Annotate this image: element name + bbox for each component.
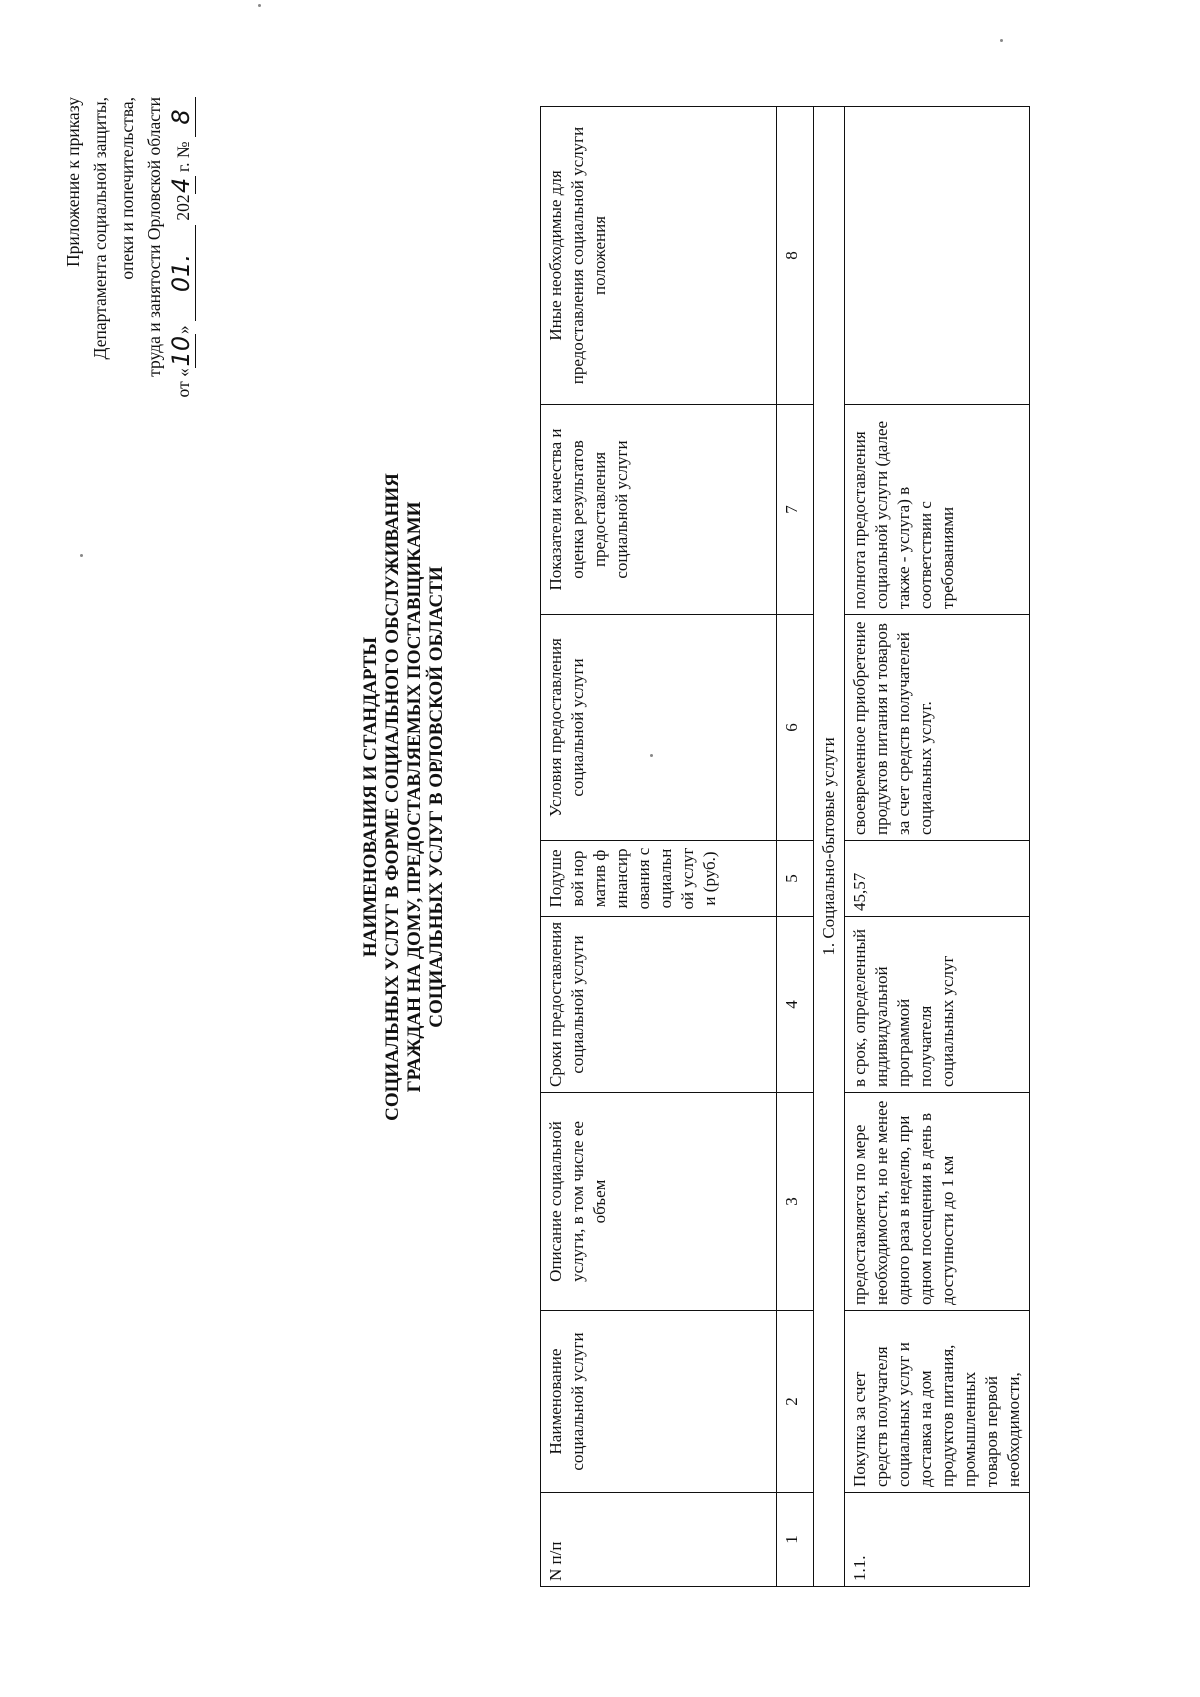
cell-name: Покупка за счет средств получателя социальных услуг и доставка на дом продуктов питания, промышленных товаров первой необходимости,	[845, 1311, 1030, 1493]
title-line: СОЦИАЛЬНЫХ УСЛУГ В ФОРМЕ СОЦИАЛЬНОГО ОБСЛУЖИВАНИЯ	[382, 473, 403, 1121]
column-number-cell: 1	[777, 1493, 814, 1587]
cell-num: 1.1.	[845, 1493, 1030, 1587]
header-cell-conditions: Условия предоставления социальной услуги	[541, 615, 777, 841]
header-cell-terms: Сроки предоставления социальной услуги	[541, 917, 777, 1093]
column-number-cell: 4	[777, 917, 814, 1093]
column-number-row	[777, 107, 814, 1587]
scan-speck	[80, 554, 83, 557]
header-cell-norm: Подушевой норматив финансирования социальной услуги (руб.)	[541, 841, 777, 917]
date-day: 10	[167, 335, 195, 367]
title-line: ГРАЖДАН НА ДОМУ, ПРЕДОСТАВЛЯЕМЫХ ПОСТАВЩИКАМИ	[404, 501, 425, 1093]
scan-speck	[650, 754, 653, 757]
header-cell-num: N п/п	[541, 1493, 777, 1587]
cell-terms: в срок, определенный индивидуальной программой получателя социальных услуг	[845, 917, 1030, 1093]
date-year-digit: 4	[167, 177, 195, 194]
column-number-cell: 8	[777, 107, 814, 405]
cell-conditions: своевременное приобретение продуктов питания и товаров за счет средств получателей социальных услуг.	[845, 615, 1030, 841]
section-row	[814, 107, 845, 1587]
order-number: 8	[168, 97, 196, 137]
approval-line: Департамента социальной защиты,	[90, 97, 110, 360]
table-header-row	[541, 107, 777, 1587]
table-row	[845, 107, 1030, 1587]
approval-block	[60, 97, 197, 537]
header-cell-description: Описание социальной услуги, в том числе ее объем	[541, 1093, 777, 1311]
date-mid: »	[173, 325, 193, 335]
cell-norm: 45,57	[845, 841, 1030, 917]
header-cell-quality: Показатели качества и оценка результатов предоставления социальной услуги	[541, 405, 777, 615]
date-suffix: г. №	[173, 141, 193, 177]
section-title: 1. Социально-бытовые услуги	[814, 107, 845, 1587]
scan-speck	[1000, 39, 1003, 42]
date-year-prefix: 202	[173, 194, 193, 221]
column-number-cell: 2	[777, 1311, 814, 1493]
column-number-cell: 3	[777, 1093, 814, 1311]
column-number-cell: 6	[777, 615, 814, 841]
cell-quality: полнота предоставления социальной услуги (далее также - услуга) в соответствии с требованиями	[845, 405, 1030, 615]
approval-line: Приложение к приказу	[63, 97, 83, 267]
document-title	[360, 437, 448, 1157]
approval-line: труда и занятости Орловской области	[144, 97, 164, 377]
cell-description: предоставляется по мере необходимости, но не менее одного раза в неделю, при одном посещении в день в доступности до 1 км	[845, 1093, 1030, 1311]
approval-line: опеки и попечительства,	[117, 97, 137, 280]
column-number-cell: 7	[777, 405, 814, 615]
standards-table	[540, 106, 1030, 1587]
approval-date-line	[168, 97, 197, 537]
header-cell-name: Наименование социальной услуги	[541, 1311, 777, 1493]
scan-speck	[258, 4, 261, 7]
title-line: СОЦИАЛЬНЫХ УСЛУГ В ОРЛОВСКОЙ ОБЛАСТИ	[426, 566, 447, 1028]
cell-other	[845, 107, 1030, 405]
date-month: 01.	[168, 225, 196, 321]
header-cell-other: Иные необходимые для предоставления социальной услуги положения	[541, 107, 777, 405]
column-number-cell: 5	[777, 841, 814, 917]
date-prefix: от «	[173, 368, 193, 398]
title-line: НАИМЕНОВАНИЯ И СТАНДАРТЫ	[360, 636, 381, 958]
standards-table-container	[540, 107, 1030, 1587]
